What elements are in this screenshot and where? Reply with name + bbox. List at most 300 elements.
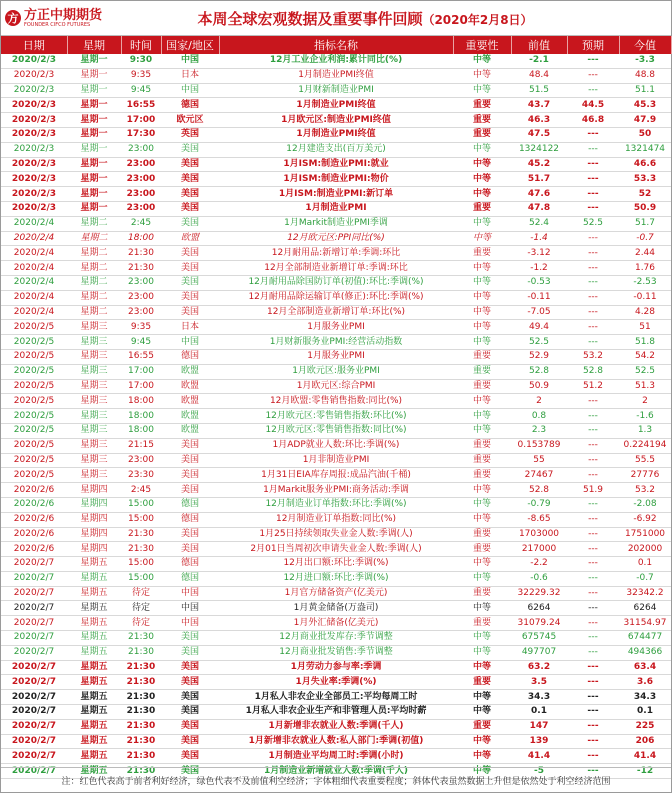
cell-time: 15:00	[121, 497, 161, 512]
cell-region: 中国	[161, 586, 219, 601]
cell-time: 21:30	[121, 645, 161, 660]
cell-prev: 139	[511, 734, 567, 749]
cell-prev: 2	[511, 394, 567, 409]
cell-actual: -0.7	[619, 571, 671, 586]
cell-region: 美国	[161, 645, 219, 660]
logo-en-text: FOUNDER CIFCO FUTURES	[24, 21, 91, 28]
cell-forecast: ---	[567, 542, 619, 557]
cell-time: 17:30	[121, 127, 161, 142]
cell-importance: 重要	[453, 246, 511, 261]
table-row	[1, 571, 671, 586]
cell-time: 23:30	[121, 468, 161, 483]
cell-indicator: 12月全部制造业新增订单:环比(%)	[219, 305, 453, 320]
cell-prev: -0.6	[511, 571, 567, 586]
cell-date: 2020/2/7	[1, 645, 67, 660]
cell-actual: 1.3	[619, 423, 671, 438]
cell-date: 2020/2/3	[1, 113, 67, 128]
table-row	[1, 157, 671, 172]
cell-date: 2020/2/7	[1, 719, 67, 734]
table-row	[1, 320, 671, 335]
cell-prev: 6264	[511, 601, 567, 616]
cell-time: 9:45	[121, 83, 161, 98]
cell-forecast: 52.8	[567, 364, 619, 379]
cell-indicator: 1月服务业PMI	[219, 349, 453, 364]
cell-time: 23:00	[121, 201, 161, 216]
cell-time: 23:00	[121, 187, 161, 202]
cell-importance: 重要	[453, 453, 511, 468]
cell-importance: 中等	[453, 631, 511, 646]
cell-forecast: ---	[567, 261, 619, 276]
cell-indicator: 1月财新服务业PMI:经营活动指数	[219, 335, 453, 350]
cell-weekday: 星期五	[67, 616, 121, 631]
cell-region: 美国	[161, 764, 219, 779]
cell-time: 21:30	[121, 527, 161, 542]
table-row	[1, 719, 671, 734]
cell-prev: 1324122	[511, 142, 567, 157]
cell-importance: 中等	[453, 335, 511, 350]
cell-forecast: ---	[567, 187, 619, 202]
table-row	[1, 335, 671, 350]
cell-importance: 中等	[453, 261, 511, 276]
cell-indicator: 1月ADP就业人数:环比:季调(%)	[219, 438, 453, 453]
cell-forecast: ---	[567, 246, 619, 261]
cell-weekday: 星期四	[67, 527, 121, 542]
cell-importance: 中等	[453, 216, 511, 231]
cell-actual: 34.3	[619, 690, 671, 705]
cell-importance: 重要	[453, 364, 511, 379]
cell-actual: 202000	[619, 542, 671, 557]
cell-prev: 47.6	[511, 187, 567, 202]
cell-indicator: 1月31日EIA库存周报:成品汽油(千桶)	[219, 468, 453, 483]
cell-time: 2:45	[121, 483, 161, 498]
cell-weekday: 星期五	[67, 719, 121, 734]
cell-actual: 1751000	[619, 527, 671, 542]
cell-forecast: ---	[567, 527, 619, 542]
cell-weekday: 星期四	[67, 542, 121, 557]
cell-prev: 52.8	[511, 364, 567, 379]
cell-time: 21:30	[121, 261, 161, 276]
cell-importance: 重要	[453, 527, 511, 542]
table-row	[1, 113, 671, 128]
cell-weekday: 星期三	[67, 394, 121, 409]
table-row	[1, 645, 671, 660]
cell-indicator: 12月工业企业利润:累计同比(%)	[219, 54, 453, 68]
table-row	[1, 660, 671, 675]
cell-prev: 41.4	[511, 749, 567, 764]
cell-indicator: 1月Markit制造业PMI季调	[219, 216, 453, 231]
cell-prev: 3.5	[511, 675, 567, 690]
cell-region: 美国	[161, 749, 219, 764]
table-row	[1, 483, 671, 498]
cell-prev: 52.5	[511, 335, 567, 350]
cell-date: 2020/2/5	[1, 409, 67, 424]
cell-actual: 55.5	[619, 453, 671, 468]
col-date: 日期	[1, 36, 67, 54]
cell-region: 欧盟	[161, 364, 219, 379]
cell-forecast: ---	[567, 305, 619, 320]
cell-prev: 51.7	[511, 172, 567, 187]
cell-date: 2020/2/3	[1, 54, 67, 68]
cell-indicator: 1月非制造业PMI	[219, 453, 453, 468]
table-row	[1, 527, 671, 542]
cell-date: 2020/2/6	[1, 542, 67, 557]
cell-weekday: 星期五	[67, 734, 121, 749]
cell-date: 2020/2/4	[1, 290, 67, 305]
cell-region: 美国	[161, 216, 219, 231]
cell-forecast: ---	[567, 335, 619, 350]
cell-weekday: 星期二	[67, 216, 121, 231]
cell-actual: 51	[619, 320, 671, 335]
cell-date: 2020/2/3	[1, 83, 67, 98]
cell-weekday: 星期三	[67, 423, 121, 438]
cell-actual: 3.6	[619, 675, 671, 690]
cell-prev: 48.4	[511, 68, 567, 83]
cell-date: 2020/2/3	[1, 127, 67, 142]
col-actual: 今值	[619, 36, 671, 54]
cell-actual: 54.2	[619, 349, 671, 364]
cell-time: 23:00	[121, 275, 161, 290]
cell-indicator: 12月全部制造业新增订单:季调:环比	[219, 261, 453, 276]
cell-forecast: ---	[567, 601, 619, 616]
cell-importance: 中等	[453, 512, 511, 527]
logo-cn-text: 方正中期期货	[24, 7, 103, 23]
cell-date: 2020/2/7	[1, 571, 67, 586]
cell-importance: 中等	[453, 409, 511, 424]
cell-weekday: 星期一	[67, 113, 121, 128]
table-row	[1, 379, 671, 394]
cell-actual: 45.3	[619, 98, 671, 113]
cell-weekday: 星期一	[67, 68, 121, 83]
cell-importance: 中等	[453, 142, 511, 157]
table-row	[1, 231, 671, 246]
cell-region: 中国	[161, 616, 219, 631]
cell-date: 2020/2/3	[1, 98, 67, 113]
cell-forecast: ---	[567, 512, 619, 527]
cell-weekday: 星期三	[67, 438, 121, 453]
cell-actual: 51.3	[619, 379, 671, 394]
cell-forecast: ---	[567, 734, 619, 749]
cell-forecast: ---	[567, 749, 619, 764]
cell-forecast: 44.5	[567, 98, 619, 113]
cell-prev: 31079.24	[511, 616, 567, 631]
cell-prev: 50.9	[511, 379, 567, 394]
cell-actual: 6264	[619, 601, 671, 616]
cell-indicator: 12月欧盟:零售销售指数:同比(%)	[219, 394, 453, 409]
cell-date: 2020/2/6	[1, 527, 67, 542]
cell-date: 2020/2/3	[1, 157, 67, 172]
cell-actual: 494366	[619, 645, 671, 660]
cell-weekday: 星期二	[67, 261, 121, 276]
cell-importance: 中等	[453, 68, 511, 83]
cell-region: 美国	[161, 142, 219, 157]
cell-forecast: ---	[567, 438, 619, 453]
cell-importance: 重要	[453, 98, 511, 113]
cell-prev: 0.8	[511, 409, 567, 424]
table-row	[1, 734, 671, 749]
table-row	[1, 438, 671, 453]
cell-forecast: 46.8	[567, 113, 619, 128]
cell-prev: -2.2	[511, 557, 567, 572]
cell-forecast: ---	[567, 586, 619, 601]
cell-indicator: 1月Markit服务业PMI:商务活动:季调	[219, 483, 453, 498]
table-row	[1, 616, 671, 631]
cell-region: 美国	[161, 719, 219, 734]
cell-prev: 55	[511, 453, 567, 468]
cell-date: 2020/2/5	[1, 379, 67, 394]
cell-prev: 47.5	[511, 127, 567, 142]
cell-importance: 重要	[453, 113, 511, 128]
cell-region: 欧盟	[161, 379, 219, 394]
cell-prev: 49.4	[511, 320, 567, 335]
cell-indicator: 1月财新制造业PMI	[219, 83, 453, 98]
cell-forecast: ---	[567, 497, 619, 512]
cell-date: 2020/2/3	[1, 68, 67, 83]
cell-importance: 重要	[453, 349, 511, 364]
cell-date: 2020/2/4	[1, 216, 67, 231]
cell-importance: 中等	[453, 483, 511, 498]
cell-region: 中国	[161, 83, 219, 98]
cell-indicator: 1月服务业PMI	[219, 320, 453, 335]
cell-prev: 47.8	[511, 201, 567, 216]
cell-actual: 674477	[619, 631, 671, 646]
cell-region: 美国	[161, 201, 219, 216]
cell-time: 21:30	[121, 719, 161, 734]
header	[1, 1, 671, 36]
table-header-row	[1, 36, 671, 54]
cell-forecast: ---	[567, 764, 619, 779]
cell-prev: -2.1	[511, 54, 567, 68]
cell-importance: 中等	[453, 275, 511, 290]
cell-time: 21:30	[121, 631, 161, 646]
cell-forecast: 51.2	[567, 379, 619, 394]
cell-region: 欧盟	[161, 394, 219, 409]
cell-indicator: 12月耐用品除运输订单(修正):环比:季调(%)	[219, 290, 453, 305]
cell-time: 21:30	[121, 705, 161, 720]
cell-prev: -0.79	[511, 497, 567, 512]
cell-time: 18:00	[121, 423, 161, 438]
cell-weekday: 星期三	[67, 335, 121, 350]
cell-region: 德国	[161, 497, 219, 512]
cell-weekday: 星期一	[67, 201, 121, 216]
cell-importance: 中等	[453, 705, 511, 720]
cell-prev: 497707	[511, 645, 567, 660]
table-row	[1, 142, 671, 157]
cell-actual: -0.7	[619, 231, 671, 246]
cell-date: 2020/2/7	[1, 631, 67, 646]
table-row	[1, 98, 671, 113]
cell-weekday: 星期五	[67, 660, 121, 675]
cell-prev: -1.4	[511, 231, 567, 246]
table-row	[1, 83, 671, 98]
col-prev: 前值	[511, 36, 567, 54]
cell-time: 23:00	[121, 157, 161, 172]
cell-prev: 43.7	[511, 98, 567, 113]
cell-date: 2020/2/7	[1, 764, 67, 779]
table-row	[1, 187, 671, 202]
cell-importance: 重要	[453, 616, 511, 631]
cell-prev: 1703000	[511, 527, 567, 542]
cell-indicator: 12月欧元区:零售销售指数:同比(%)	[219, 423, 453, 438]
cell-prev: 147	[511, 719, 567, 734]
cell-date: 2020/2/3	[1, 172, 67, 187]
cell-region: 美国	[161, 453, 219, 468]
cell-indicator: 1月欧元区:综合PMI	[219, 379, 453, 394]
cell-actual: 52.5	[619, 364, 671, 379]
company-logo	[1, 1, 119, 35]
cell-time: 21:15	[121, 438, 161, 453]
cell-time: 待定	[121, 616, 161, 631]
cell-forecast: ---	[567, 645, 619, 660]
cell-date: 2020/2/3	[1, 142, 67, 157]
cell-actual: 52	[619, 187, 671, 202]
cell-prev: 32229.32	[511, 586, 567, 601]
cell-prev: 52.4	[511, 216, 567, 231]
cell-importance: 重要	[453, 719, 511, 734]
cell-time: 21:30	[121, 764, 161, 779]
cell-weekday: 星期五	[67, 601, 121, 616]
cell-indicator: 1月25日持续领取失业金人数:季调(人)	[219, 527, 453, 542]
cell-indicator: 1月ISM:制造业PMI:物价	[219, 172, 453, 187]
cell-time: 23:00	[121, 305, 161, 320]
cell-forecast: ---	[567, 290, 619, 305]
cell-date: 2020/2/7	[1, 601, 67, 616]
cell-weekday: 星期五	[67, 764, 121, 779]
cell-importance: 中等	[453, 645, 511, 660]
cell-actual: -0.11	[619, 290, 671, 305]
cell-region: 美国	[161, 734, 219, 749]
cell-prev: -0.53	[511, 275, 567, 290]
cell-indicator: 1月官方储备资产(亿美元)	[219, 586, 453, 601]
cell-indicator: 1月ISM:制造业PMI:新订单	[219, 187, 453, 202]
cell-region: 美国	[161, 246, 219, 261]
table-row	[1, 201, 671, 216]
cell-forecast: ---	[567, 675, 619, 690]
col-time: 时间	[121, 36, 161, 54]
cell-indicator: 1月失业率:季调(%)	[219, 675, 453, 690]
cell-weekday: 星期三	[67, 320, 121, 335]
cell-weekday: 星期一	[67, 127, 121, 142]
table-row	[1, 68, 671, 83]
cell-indicator: 1月新增非农就业人数:私人部门:季调(初值)	[219, 734, 453, 749]
cell-actual: 0.1	[619, 557, 671, 572]
cell-time: 待定	[121, 601, 161, 616]
cell-actual: 51.7	[619, 216, 671, 231]
table-row	[1, 423, 671, 438]
footnote: 注：红色代表高于前者利好经济，绿色代表不及前值利空经济；字体粗细代表重要程度；斜体代表虽然数据上升但是依然处于利空经济范围	[1, 767, 671, 792]
cell-time: 21:30	[121, 675, 161, 690]
cell-actual: 2.44	[619, 246, 671, 261]
table-row	[1, 290, 671, 305]
cell-importance: 中等	[453, 187, 511, 202]
table-row	[1, 172, 671, 187]
cell-importance: 重要	[453, 201, 511, 216]
cell-time: 15:00	[121, 512, 161, 527]
cell-importance: 中等	[453, 157, 511, 172]
cell-forecast: ---	[567, 394, 619, 409]
cell-actual: 1.76	[619, 261, 671, 276]
cell-weekday: 星期四	[67, 512, 121, 527]
cell-actual: -3.3	[619, 54, 671, 68]
cell-region: 德国	[161, 349, 219, 364]
cell-importance: 重要	[453, 127, 511, 142]
cell-time: 17:00	[121, 364, 161, 379]
col-weekday: 星期	[67, 36, 121, 54]
cell-prev: -7.05	[511, 305, 567, 320]
cell-region: 美国	[161, 631, 219, 646]
table-row	[1, 305, 671, 320]
cell-prev: 52.8	[511, 483, 567, 498]
cell-actual: 31154.97	[619, 616, 671, 631]
cell-actual: 48.8	[619, 68, 671, 83]
cell-time: 17:00	[121, 113, 161, 128]
cell-indicator: 12月欧元区:零售销售指数:环比(%)	[219, 409, 453, 424]
cell-actual: 0.1	[619, 705, 671, 720]
cell-indicator: 12月进口额:环比:季调(%)	[219, 571, 453, 586]
cell-weekday: 星期三	[67, 379, 121, 394]
cell-time: 23:00	[121, 453, 161, 468]
cell-indicator: 1月黄金储备(万盎司)	[219, 601, 453, 616]
cell-date: 2020/2/6	[1, 483, 67, 498]
cell-forecast: ---	[567, 690, 619, 705]
cell-indicator: 12月耐用品除国防订单(初值):环比:季调(%)	[219, 275, 453, 290]
cell-indicator: 1月制造业平均周工时:季调(小时)	[219, 749, 453, 764]
cell-weekday: 星期五	[67, 675, 121, 690]
cell-prev: 2.3	[511, 423, 567, 438]
col-indicator: 指标名称	[219, 36, 453, 54]
cell-actual: 4.28	[619, 305, 671, 320]
cell-forecast: ---	[567, 719, 619, 734]
cell-forecast: ---	[567, 142, 619, 157]
cell-actual: 51.1	[619, 83, 671, 98]
cell-weekday: 星期一	[67, 172, 121, 187]
cell-forecast: ---	[567, 571, 619, 586]
cell-importance: 中等	[453, 172, 511, 187]
cell-time: 21:30	[121, 660, 161, 675]
cell-date: 2020/2/3	[1, 201, 67, 216]
table-row	[1, 586, 671, 601]
cell-region: 美国	[161, 305, 219, 320]
cell-weekday: 星期二	[67, 290, 121, 305]
cell-forecast: ---	[567, 231, 619, 246]
table-row	[1, 468, 671, 483]
cell-importance: 中等	[453, 601, 511, 616]
cell-actual: 225	[619, 719, 671, 734]
cell-time: 9:45	[121, 335, 161, 350]
cell-weekday: 星期一	[67, 187, 121, 202]
cell-region: 美国	[161, 542, 219, 557]
cell-weekday: 星期四	[67, 497, 121, 512]
table-row	[1, 349, 671, 364]
cell-time: 17:00	[121, 379, 161, 394]
col-importance: 重要性	[453, 36, 511, 54]
cell-forecast: ---	[567, 172, 619, 187]
cell-weekday: 星期五	[67, 571, 121, 586]
cell-weekday: 星期三	[67, 468, 121, 483]
cell-time: 21:30	[121, 749, 161, 764]
cell-region: 日本	[161, 320, 219, 335]
cell-forecast: ---	[567, 616, 619, 631]
cell-importance: 重要	[453, 586, 511, 601]
cell-actual: 0.224194	[619, 438, 671, 453]
cell-date: 2020/2/5	[1, 423, 67, 438]
cell-importance: 中等	[453, 764, 511, 779]
cell-time: 15:00	[121, 557, 161, 572]
cell-time: 15:00	[121, 571, 161, 586]
table-row	[1, 246, 671, 261]
cell-actual: -1.6	[619, 409, 671, 424]
cell-weekday: 星期五	[67, 690, 121, 705]
table-row	[1, 497, 671, 512]
